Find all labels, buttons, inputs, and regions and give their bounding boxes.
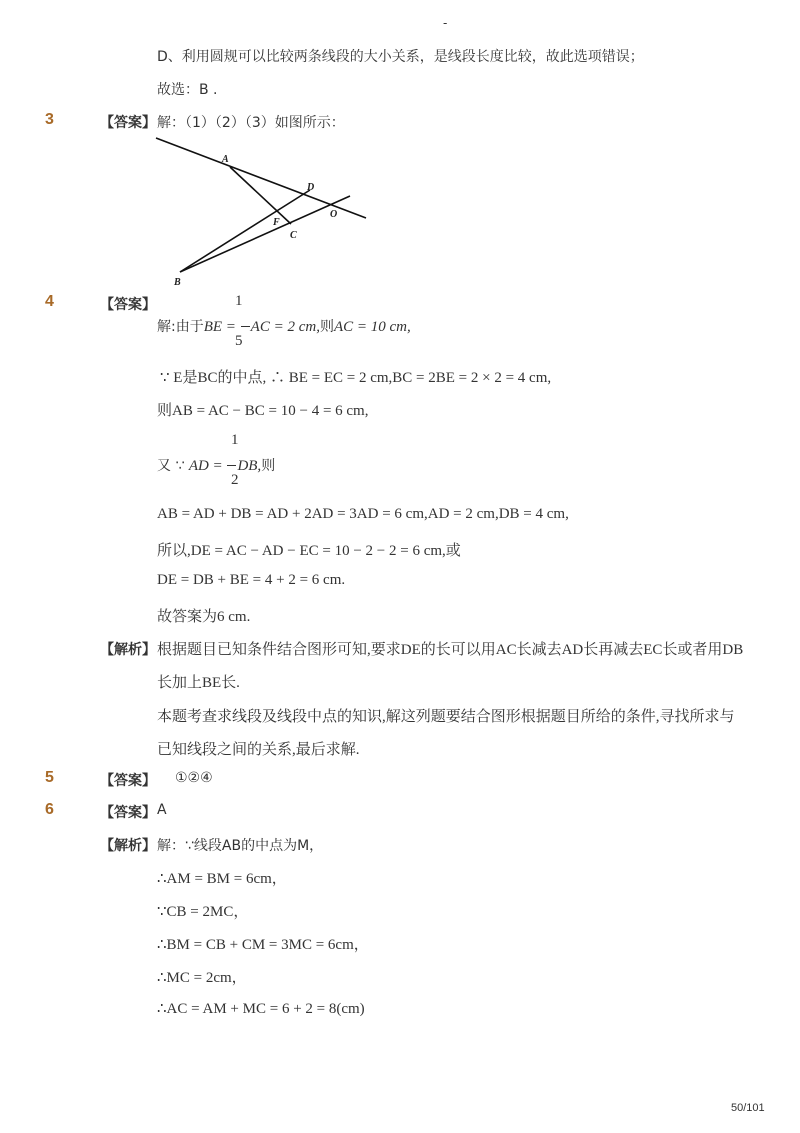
q4-line7: DE = DB + BE = 4 + 2 = 6 cm. — [157, 572, 346, 588]
q6-step-3: ∴BM = CB + CM = 3MC = 6cm， — [157, 937, 369, 953]
line-through-a-o — [156, 138, 366, 218]
q4-fraction1-denominator: 5 — [235, 333, 243, 349]
q4-fraction2-numerator: 1 — [231, 432, 239, 448]
q6-answer-tag: 【答案】 — [100, 805, 156, 821]
q4-line5: AB = AD + DB = AD + 2AD = 3AD = 6 cm,AD = 2 cm,DB = 4 cm, — [157, 506, 569, 522]
q4-line4-math2: DB, — [237, 458, 262, 474]
q3-geometry-figure — [150, 132, 390, 292]
q4-fraction2-bar — [227, 465, 236, 466]
q4-line8: 故答案为6 cm. — [157, 609, 251, 625]
q4-fraction1-numerator: 1 — [235, 293, 243, 309]
q4-line1-prefix: 解:由于 — [157, 319, 204, 335]
point-label-c: C — [290, 230, 297, 241]
question-number-6: 6 — [45, 801, 54, 818]
q4-line1-math1: BE = — [203, 319, 240, 335]
q6-analysis-intro: 解：∵线段AB的中点为M， — [157, 838, 324, 854]
q6-step-4: ∴MC = 2cm， — [157, 970, 247, 986]
q4-analysis-line4: 已知线段之间的关系,最后求解. — [157, 742, 360, 758]
q4-line1-math3: AC = 10 cm, — [333, 319, 411, 335]
q4-line4-math1: AD = — [188, 458, 227, 474]
segment-a-c — [230, 167, 291, 224]
q6-step-1: ∴AM = BM = 6cm， — [157, 871, 287, 887]
q2-choice-text: 故选：B . — [157, 82, 218, 98]
line-b-to-right — [180, 196, 350, 272]
question-number-5: 5 — [45, 769, 54, 786]
q4-line3: 则AB = AC − BC = 10 − 4 = 6 cm, — [157, 403, 369, 419]
q6-answer-text: A — [157, 802, 167, 818]
q3-answer-text: 解：（1）（2）（3）如图所示： — [157, 115, 345, 131]
q2-option-d-text: D、利用圆规可以比较两条线段的大小关系，是线段长度比较，故此选项错误； — [157, 49, 644, 65]
page-number: 50/101 — [731, 1102, 765, 1114]
q5-answer-tag: 【答案】 — [100, 773, 156, 789]
q3-answer-tag: 【答案】 — [100, 115, 156, 131]
question-number-4: 4 — [45, 293, 54, 310]
q4-line6: 所以,DE = AC − AD − EC = 10 − 2 − 2 = 6 cm,或 — [157, 543, 461, 559]
q6-analysis-tag: 【解析】 — [100, 838, 156, 854]
q4-line4-post: 则 — [261, 458, 276, 474]
q4-fraction1-bar — [241, 326, 250, 327]
q4-analysis-tag: 【解析】 — [100, 642, 156, 658]
q4-fraction2-denominator: 2 — [231, 472, 239, 488]
point-label-d: D — [307, 182, 315, 193]
q4-analysis-line2: 长加上BE长. — [157, 675, 240, 691]
q4-line1 — [157, 316, 411, 336]
question-number-3: 3 — [45, 111, 54, 128]
q4-line2: ∵ E是BC的中点, ∴ BE = EC = 2 cm,BC = 2BE = 2 × 2 = 4 cm, — [160, 370, 552, 386]
q4-analysis-line3: 本题考查求线段及线段中点的知识,解这列题要结合图形根据题目所给的条件,寻找所求与 — [157, 709, 735, 725]
point-label-b: B — [174, 277, 181, 288]
q4-analysis-line1: 根据题目已知条件结合图形可知,要求DE的长可以用AC长减去AD长再减去EC长或者用DB — [157, 642, 744, 658]
q4-line4-prefix: 又 ∵ — [157, 458, 189, 474]
q4-line1-math2: AC = 2 cm, — [250, 319, 320, 335]
point-label-f: F — [273, 217, 280, 228]
q4-line4 — [157, 455, 275, 475]
q6-step-2: ∵CB = 2MC， — [157, 904, 249, 920]
q4-answer-tag: 【答案】 — [100, 297, 156, 313]
q6-step-5: ∴AC = AM + MC = 6 + 2 = 8(cm) — [157, 1001, 365, 1017]
point-label-a: A — [222, 154, 229, 165]
q4-line1-mid: 则 — [319, 319, 334, 335]
q5-answer-text: ①②④ — [175, 770, 213, 786]
top-mark: - — [443, 16, 448, 30]
point-label-o: O — [330, 209, 338, 220]
